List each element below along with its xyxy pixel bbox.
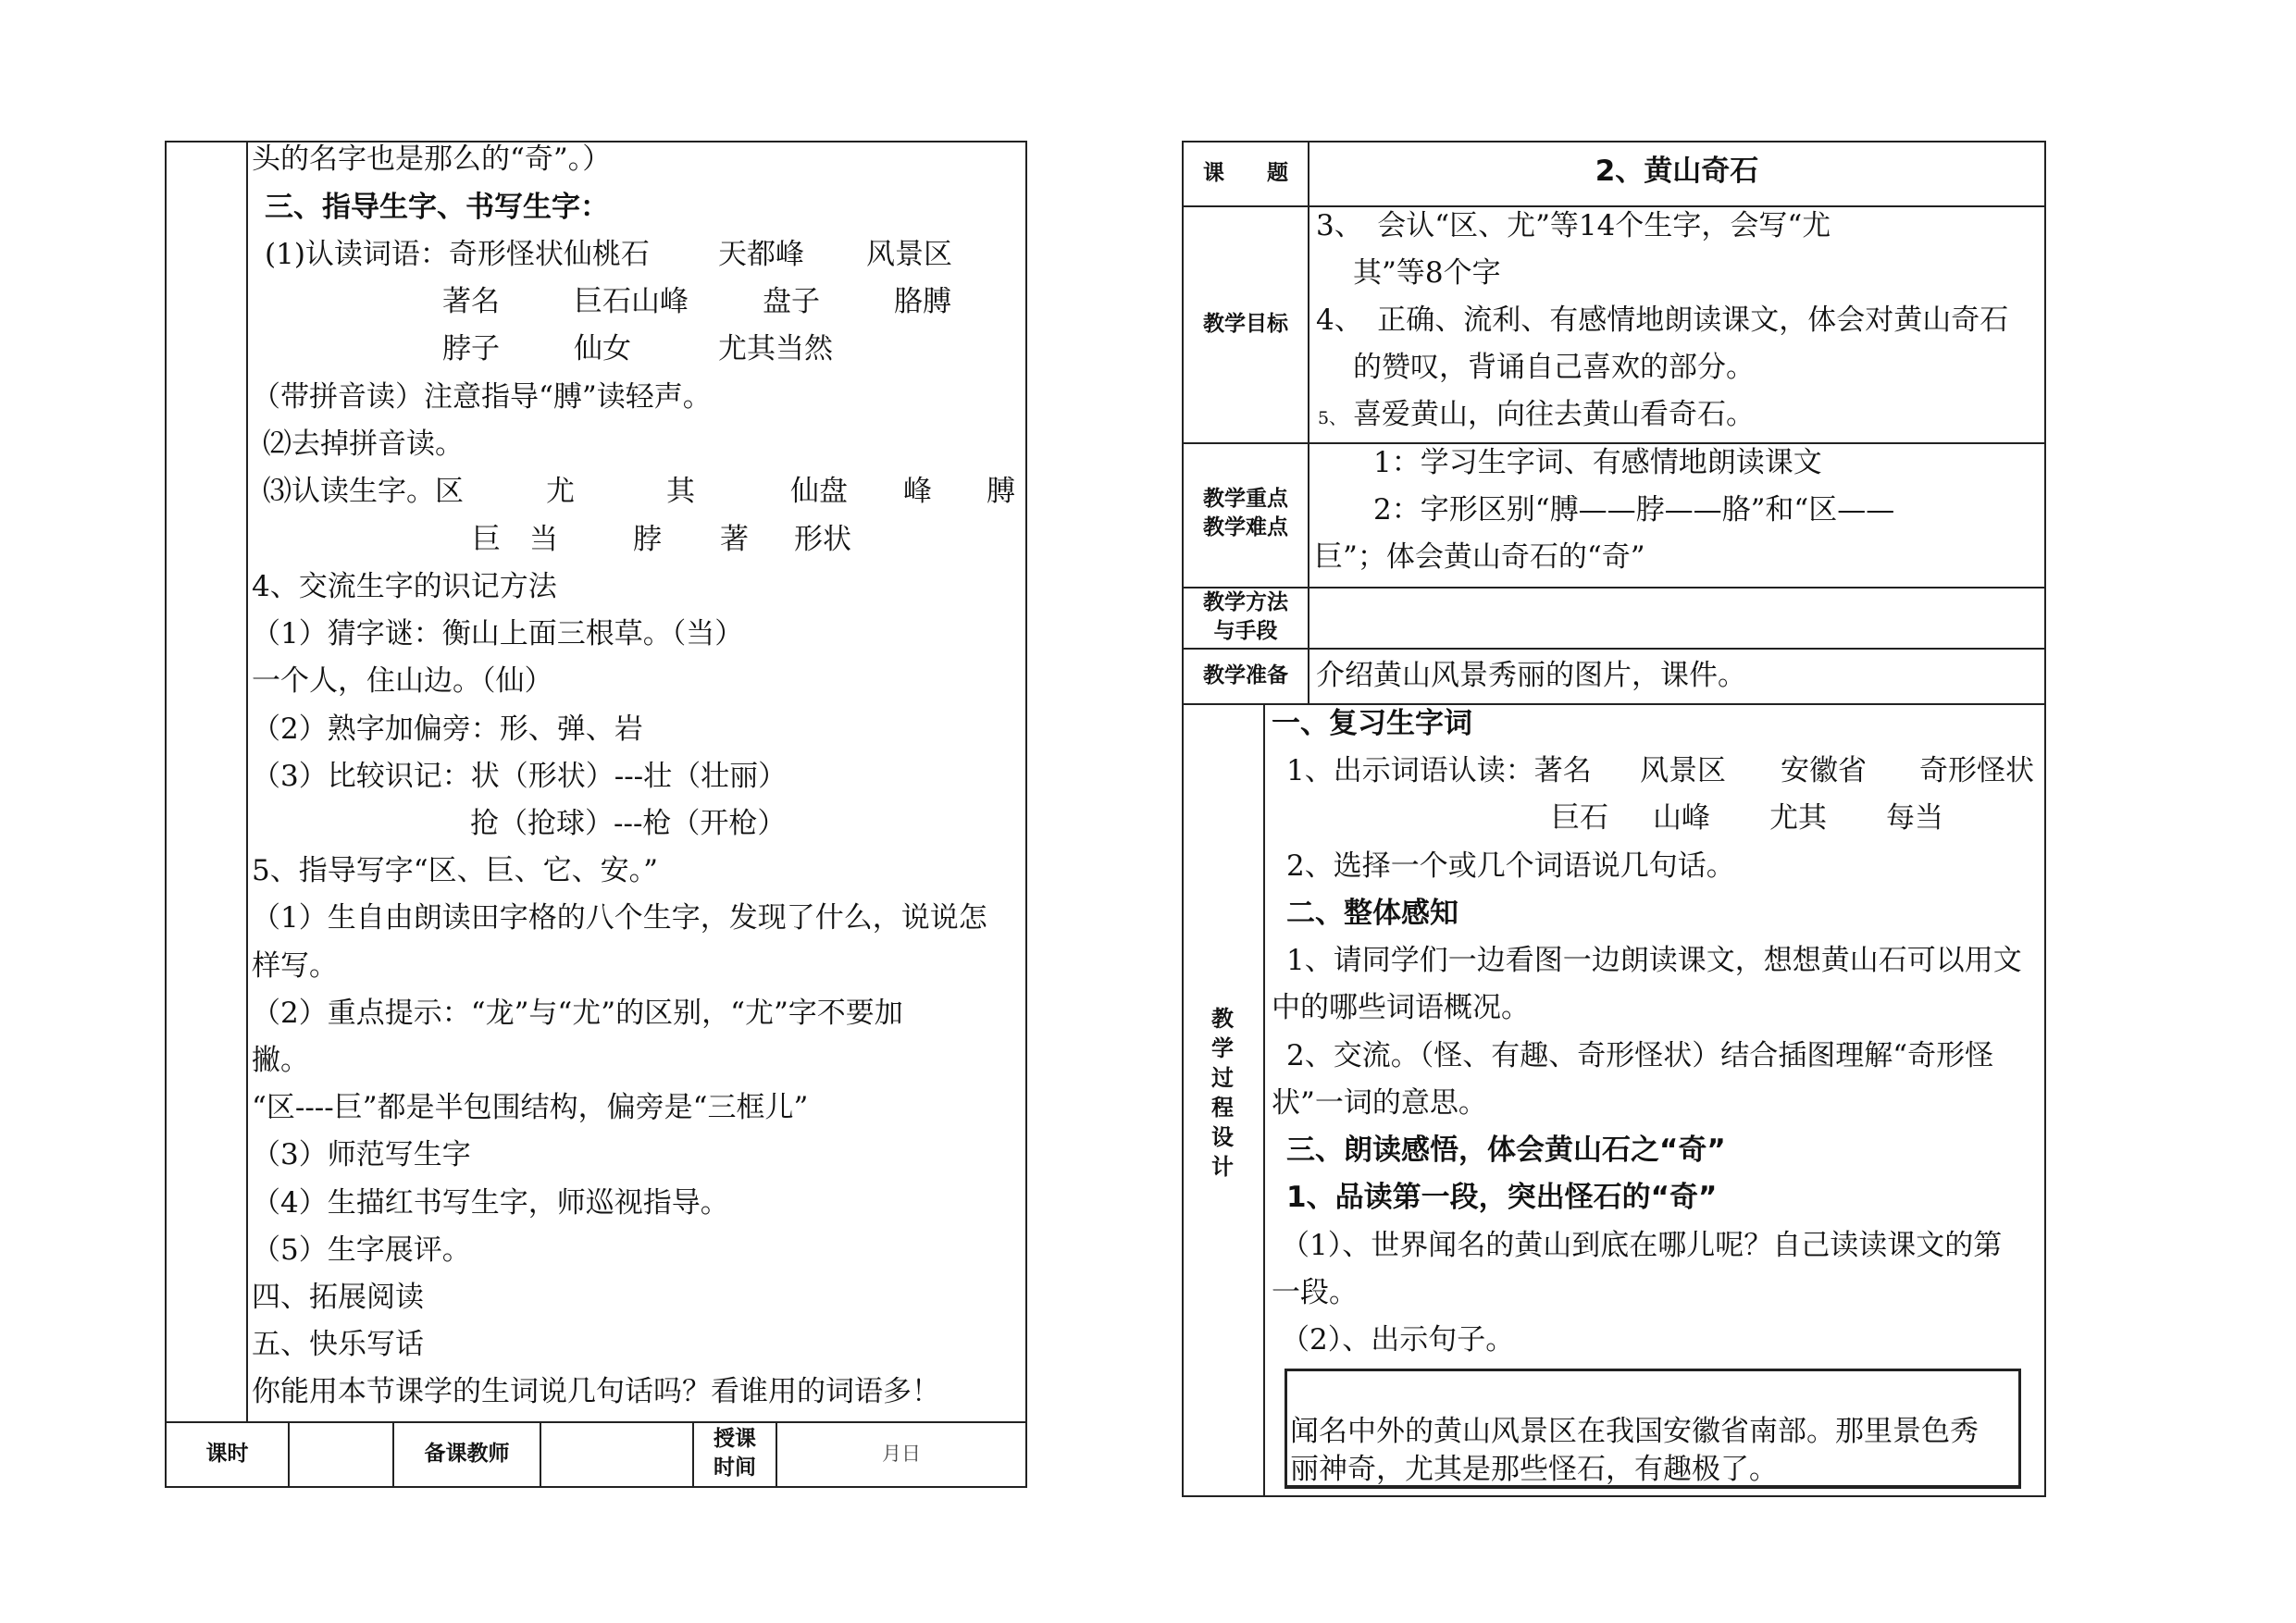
left-line-riddle-2: 一个人，住山边。（仙） bbox=[252, 664, 553, 698]
left-line-section-5: 5、指导写字“区、巨、它、安。” bbox=[252, 854, 658, 887]
left-line-remove-pinyin: ⑵去掉拼音读。 bbox=[263, 427, 464, 461]
left-char-7: 巨 bbox=[472, 523, 501, 556]
process-review-words-c: 安徽省 bbox=[1781, 754, 1867, 787]
left-char-8: 当 bbox=[529, 523, 558, 556]
footer-beike-label: 备课教师 bbox=[424, 1442, 510, 1466]
footer-date: 月日 bbox=[882, 1443, 921, 1465]
process-review-words-g: 尤其 bbox=[1769, 801, 1827, 835]
left-heading-3: 三、指导生字、书写生字： bbox=[265, 191, 609, 224]
goal-line-2: 其”等8个字 bbox=[1353, 256, 1501, 290]
left-line-pinyin-note: （带拼音读）注意指导“膊”读轻声。 bbox=[252, 380, 712, 414]
left-char-1: ⑶认读生字。区 bbox=[263, 475, 464, 508]
right-table-top-border bbox=[1182, 141, 2046, 142]
label-zhongdian: 教学重点 教学难点 bbox=[1203, 487, 1288, 539]
left-table-right-border bbox=[1025, 141, 1027, 1488]
right-table-right-border bbox=[2044, 141, 2046, 1497]
footer-divider-3 bbox=[540, 1421, 541, 1488]
left-char-6: 膊 bbox=[987, 475, 1015, 508]
process-line-2-2a: 2、交流。（怪、有趣、奇形怪状）结合插图理解“奇形怪 bbox=[1286, 1039, 1994, 1072]
goal-line-1: 3、 会认“区、尤”等14个生字，会写“尤 bbox=[1316, 209, 1831, 242]
right-row-divider-4 bbox=[1182, 648, 2046, 650]
left-line-compare-2: 抢（抢球）---枪（开枪） bbox=[470, 807, 787, 840]
keypoint-line-2: 2：字形区别“膊——脖——胳”和“区—— bbox=[1373, 493, 1895, 527]
goal-line-3: 4、 正确、流利、有感情地朗读课文，体会对黄山奇石 bbox=[1316, 304, 2009, 337]
left-line-5-4: （4）生描红书写生字，师巡视指导。 bbox=[252, 1186, 729, 1220]
lesson-title: 2、黄山奇石 bbox=[1595, 155, 1759, 188]
label-fangfa: 教学方法 与手段 bbox=[1203, 590, 1288, 643]
left-char-9: 脖 bbox=[633, 523, 662, 556]
left-line-5-5: （5）生字展评。 bbox=[252, 1233, 471, 1267]
left-char-5: 峰 bbox=[903, 475, 932, 508]
left-char-2: 尤 bbox=[546, 475, 575, 508]
left-line-5-3: （3）师范写生字 bbox=[252, 1138, 471, 1171]
label-keti: 课 题 bbox=[1203, 161, 1288, 185]
left-word-line-1b: 天都峰 bbox=[718, 238, 804, 271]
label-mubiao: 教学目标 bbox=[1203, 312, 1288, 336]
right-table-left-border bbox=[1182, 141, 1184, 1497]
footer-divider-1 bbox=[288, 1421, 290, 1488]
label-zhunbei: 教学准备 bbox=[1203, 663, 1288, 688]
keypoint-line-3: 巨”；体会黄山奇石的“奇” bbox=[1314, 540, 1645, 574]
goal-line-4: 的赞叹，背诵自己喜欢的部分。 bbox=[1353, 351, 1755, 384]
right-row-divider-3 bbox=[1182, 587, 2046, 588]
left-line-5-2a: （2）重点提示：“龙”与“尤”的区别，“尤”字不要加 bbox=[252, 997, 903, 1030]
left-char-10: 著 bbox=[720, 523, 749, 556]
process-heading-3: 三、朗读感悟，体会黄山石之“奇” bbox=[1286, 1134, 1726, 1167]
process-heading-1: 一、复习生字词 bbox=[1272, 707, 1472, 740]
footer-keshi-label: 课时 bbox=[205, 1442, 249, 1466]
left-line-radical: （2）熟字加偏旁：形、弹、岩 bbox=[252, 712, 643, 746]
process-review-words-b: 风景区 bbox=[1640, 754, 1726, 787]
left-word-3a: 脖子 bbox=[442, 332, 500, 365]
left-table-left-border bbox=[165, 141, 167, 1488]
process-line-2-1a: 1、请同学们一边看图一边朗读课文，想想黄山石可以用文 bbox=[1286, 944, 2022, 977]
left-line-compare-1: （3）比较识记：状（形状）---壮（壮丽） bbox=[252, 760, 788, 793]
process-review-words-h: 每当 bbox=[1886, 801, 1943, 835]
process-line-3-1b: 一段。 bbox=[1272, 1276, 1358, 1309]
left-char-3: 其 bbox=[666, 475, 695, 508]
right-label-divider-process bbox=[1263, 703, 1265, 1497]
left-word-2c: 盘子 bbox=[763, 285, 820, 318]
left-line-section-4: 4、交流生字的识记方法 bbox=[252, 570, 557, 603]
quote-line-1: 闻名中外的黄山风景区在我国安徽省南部。那里景色秀 bbox=[1290, 1415, 1979, 1448]
footer-shouke-label: 授课 时间 bbox=[714, 1427, 756, 1480]
process-review-words-f: 山峰 bbox=[1653, 801, 1710, 835]
process-review-words-e: 巨石 bbox=[1551, 801, 1608, 835]
left-word-line-1a: (1)认读词语：奇形怪状仙桃石 bbox=[265, 238, 650, 271]
process-line-2-2b: 状”一词的意思。 bbox=[1272, 1086, 1487, 1120]
right-table-bottom-border bbox=[1182, 1495, 2046, 1497]
left-char-4: 仙盘 bbox=[790, 475, 848, 508]
process-review-words-a: 1、出示词语认读：著名 bbox=[1286, 754, 1592, 787]
left-line-riddle-1: （1）猜字谜：衡山上面三根草。（当） bbox=[252, 617, 744, 650]
left-line-5-2b: 撇。 bbox=[252, 1044, 309, 1077]
process-review-words-d: 奇形怪状 bbox=[1919, 754, 2034, 787]
process-heading-2: 二、整体感知 bbox=[1286, 897, 1458, 930]
goal-line-5: 喜爱黄山，向往去黄山看奇石。 bbox=[1353, 398, 1755, 431]
left-word-line-1c: 风景区 bbox=[866, 238, 952, 271]
right-label-divider-top bbox=[1308, 141, 1309, 705]
left-table-bottom-border bbox=[165, 1486, 1027, 1488]
left-word-2d: 胳膊 bbox=[894, 285, 951, 318]
left-table-footer-border bbox=[165, 1421, 1027, 1423]
left-word-2b: 巨石山峰 bbox=[574, 285, 689, 318]
left-line-section-7: 五、快乐写话 bbox=[252, 1328, 424, 1361]
left-word-2a: 著名 bbox=[442, 285, 500, 318]
left-word-3b: 仙女 bbox=[574, 332, 631, 365]
left-line-1: 头的名字也是那么的“奇”。） bbox=[252, 142, 612, 176]
left-word-3c: 尤其当然 bbox=[718, 332, 833, 365]
left-line-structure: “区----巨”都是半包围结构，偏旁是“三框儿” bbox=[252, 1091, 809, 1124]
left-line-5-1b: 样写。 bbox=[252, 949, 338, 983]
process-line-3-1a: （1）、世界闻名的黄山到底在哪儿呢？自己读读课文的第 bbox=[1281, 1229, 2003, 1262]
left-line-section-6: 四、拓展阅读 bbox=[252, 1281, 424, 1314]
process-line-3-2: （2）、出示句子。 bbox=[1281, 1323, 1515, 1357]
process-line-sentence: 2、选择一个或几个词语说几句话。 bbox=[1286, 849, 1735, 883]
left-line-5-1a: （1）生自由朗读田字格的八个生字，发现了什么，说说怎 bbox=[252, 901, 987, 935]
process-line-2-1b: 中的哪些词语概况。 bbox=[1272, 991, 1530, 1024]
quote-line-2: 丽神奇，尤其是那些怪石，有趣极了。 bbox=[1290, 1453, 1778, 1486]
left-line-closing: 你能用本节课学的生词说几句话吗？看谁用的词语多！ bbox=[252, 1375, 940, 1408]
left-char-11: 形状 bbox=[794, 523, 851, 556]
preparation-value: 介绍黄山风景秀丽的图片，课件。 bbox=[1316, 659, 1746, 692]
goal-number-5: 5、 bbox=[1318, 408, 1347, 428]
left-table-col-divider bbox=[246, 141, 248, 1421]
keypoint-line-1: 1：学习生字词、有感情地朗读课文 bbox=[1373, 446, 1822, 479]
process-heading-3-1: 1、品读第一段，突出怪石的“奇” bbox=[1286, 1181, 1718, 1214]
label-guocheng: 教 学 过 程 设 计 bbox=[1211, 1006, 1234, 1180]
